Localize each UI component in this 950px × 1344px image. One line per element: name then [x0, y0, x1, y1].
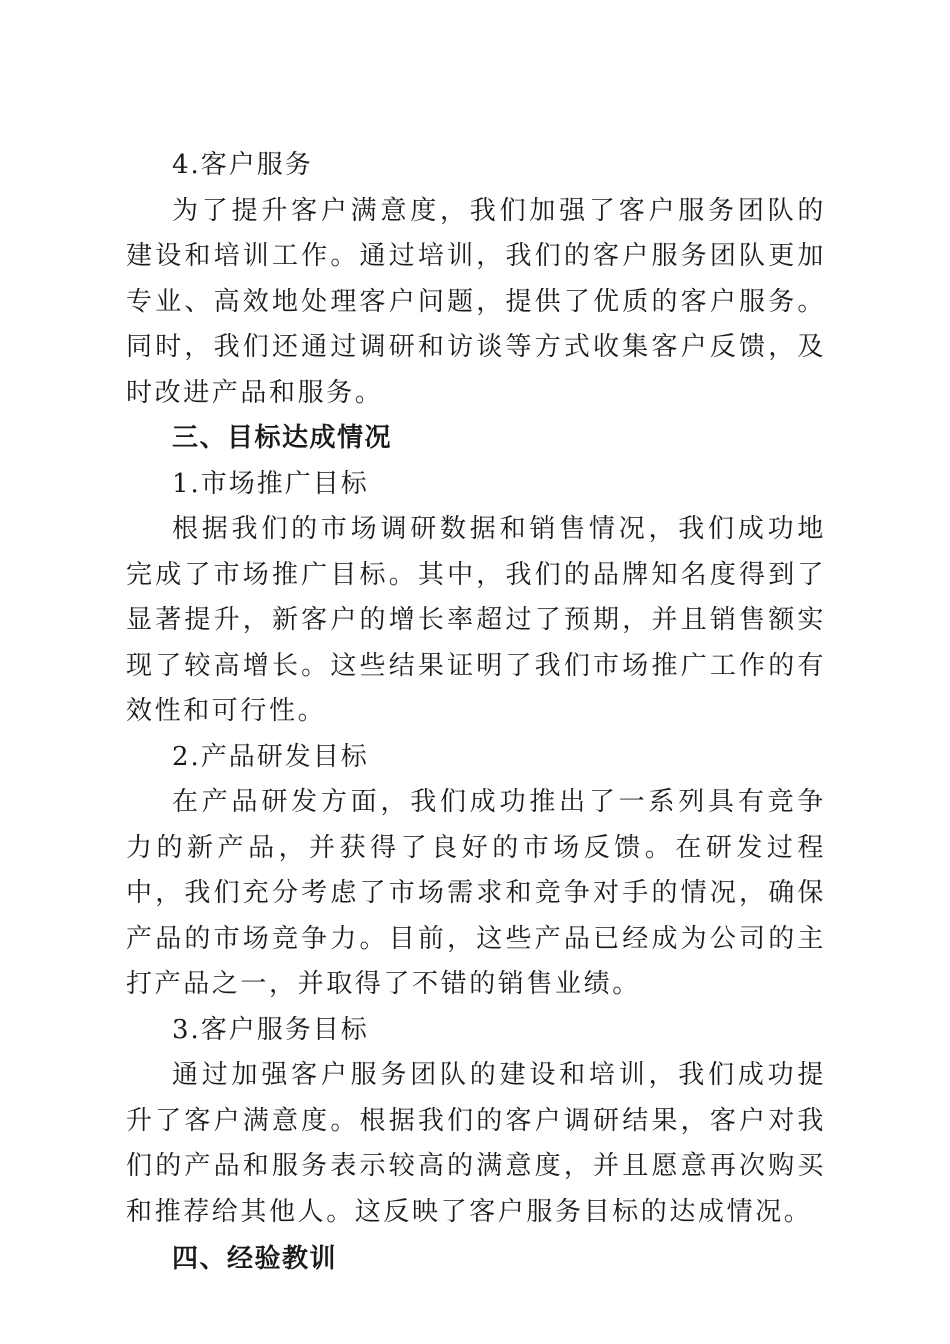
- subheading-customer-service: 4.客户服务: [172, 150, 313, 180]
- paragraph-product-rd-goal: 在产品研发方面，我们成功推出了一系列具有竞争力的新产品，并获得了良好的市场反馈。在研发过程中，我们充分考虑了市场需求和竞争对手的情况，确保产品的市场竞争力。目前，这些产品已经成为公司的主打产品之一，并取得了不错的销售业绩。: [126, 787, 826, 999]
- heading-goal-achievement: 三、目标达成情况: [172, 423, 393, 453]
- document-body: [126, 143, 826, 1283]
- subheading-marketing-goal: 1.市场推广目标: [172, 468, 369, 499]
- subheading-customer-service-goal: 3.客户服务目标: [172, 1014, 369, 1045]
- subheading-product-rd-goal: 2.产品研发目标: [172, 741, 369, 772]
- paragraph-customer-service: 为了提升客户满意度，我们加强了客户服务团队的建设和培训工作。通过培训，我们的客户服务团队更加专业、高效地处理客户问题，提供了优质的客户服务。同时，我们还通过调研和访谈等方式收集客户反馈，及时改进产品和服务。: [126, 195, 826, 408]
- paragraph-marketing-goal: 根据我们的市场调研数据和销售情况，我们成功地完成了市场推广目标。其中，我们的品牌知名度得到了显著提升，新客户的增长率超过了预期，并且销售额实现了较高增长。这些结果证明了我们市场推广工作的有效性和可行性。: [126, 514, 826, 726]
- heading-lessons-learned: 四、经验教训: [172, 1244, 338, 1274]
- paragraph-customer-service-goal: 通过加强客户服务团队的建设和培训，我们成功提升了客户满意度。根据我们的客户调研结果，客户对我们的产品和服务表示较高的满意度，并且愿意再次购买和推荐给其他人。这反映了客户服务目标的达成情况。: [126, 1060, 826, 1227]
